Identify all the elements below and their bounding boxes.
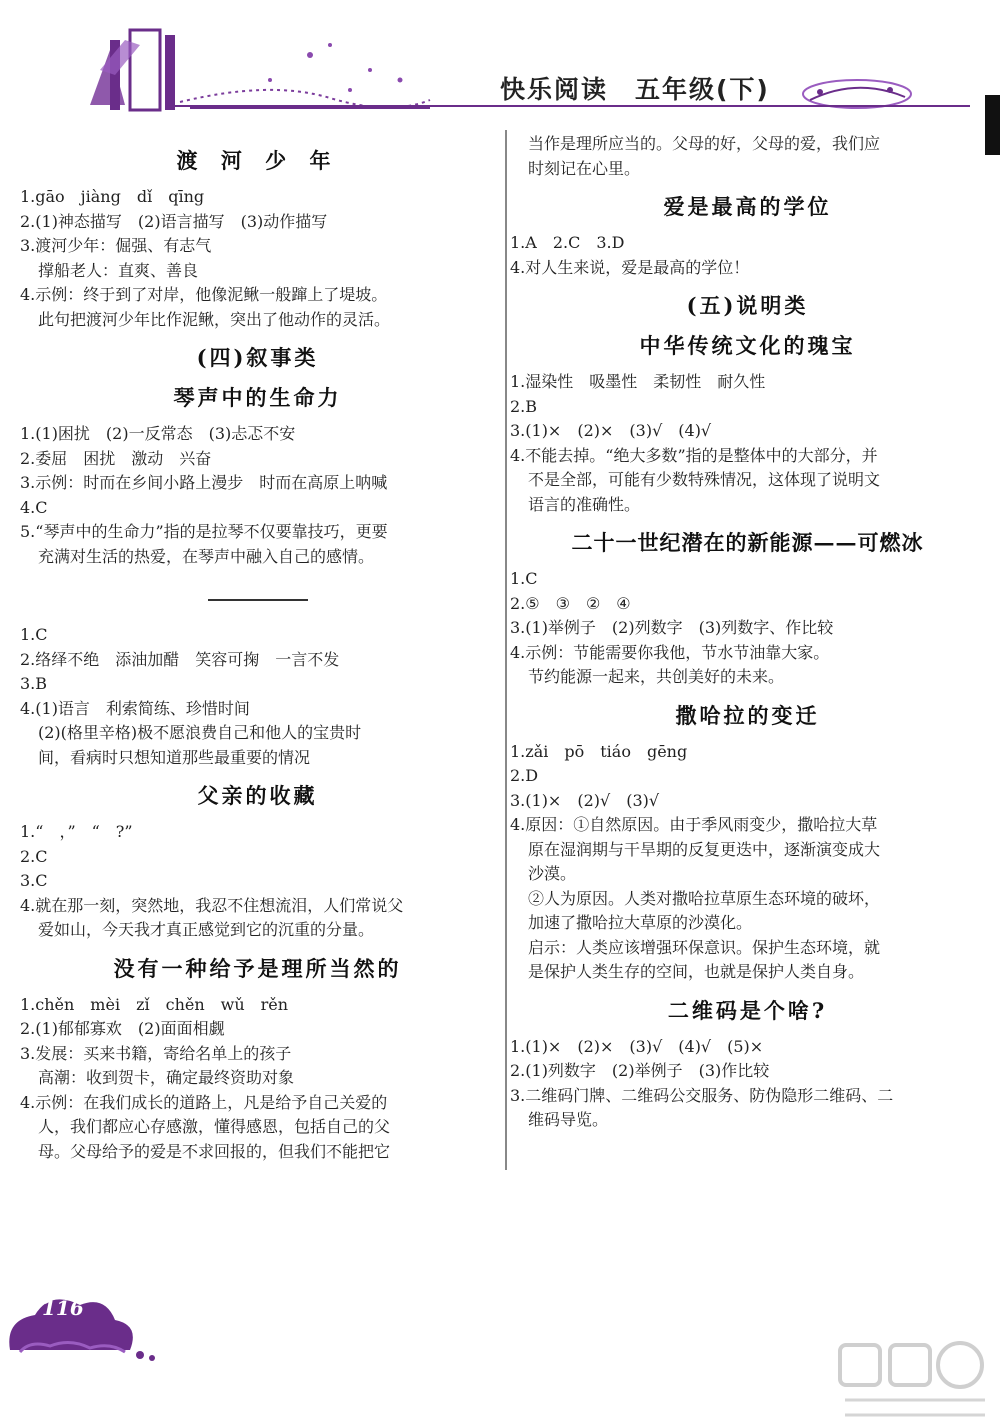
section-title: 二十一世纪潜在的新能源——可燃冰 (571, 530, 924, 555)
answer-line: 1.C (20, 625, 48, 644)
answer-line: 此句把渡河少年比作泥鳅，突出了他动作的灵活。 (38, 309, 391, 329)
answer-line: 沙漠。 (528, 864, 577, 883)
answer-line: 时刻记在心里。 (528, 158, 641, 178)
answer-line: 4.示例：节能需要你我他，节水节油靠大家。 (510, 642, 830, 662)
answer-line: 3.示例：时而在乡间小路上漫步 时而在高原上呐喊 (20, 473, 388, 492)
answer-line: 3.(1)× (2)√ (3)√ (510, 790, 660, 810)
header-decoration-graphic (70, 10, 540, 125)
answer-line: 2.C (20, 846, 48, 866)
answer-line: 1.gāo jiàng dǐ qīng (20, 187, 205, 206)
page-number: 116 (42, 1296, 84, 1320)
page-number-cloud (0, 1280, 160, 1370)
answer-line: 3.渡河少年：倔强、有志气 (20, 236, 212, 255)
answer-line: (2)(格里辛格)极不愿浪费自己和他人的宝贵时 (38, 723, 362, 742)
answer-line: 1.chěn mèi zǐ chěn wǔ rěn (20, 994, 289, 1014)
answer-line: 3.发展：买来书籍，寄给名单上的孩子 (20, 1043, 292, 1063)
header-rule (175, 105, 970, 107)
answer-line: 2.⑤ ③ ② ④ (510, 593, 631, 613)
blank-title-rule (208, 599, 308, 601)
category-title: (五)说明类 (686, 293, 809, 318)
answer-line: 2.(1)郁郁寡欢 (2)面面相觑 (20, 1019, 225, 1038)
answer-line: 2.(1)列数字 (2)举例子 (3)作比较 (510, 1061, 770, 1080)
answer-line: 4.原因：①自然原因。由于季风雨变少，撒哈拉大草 (510, 815, 878, 834)
section-title: 二维码是个啥? (667, 997, 828, 1023)
answer-line: 5.“琴声中的生命力”指的是拉琴不仅要靠技巧，更要 (20, 522, 388, 541)
answer-line: 当作是理所应当的。父母的好，父母的爱，我们应 (528, 134, 881, 153)
answer-line: 3.二维码门牌、二维码公交服务、防伪隐形二维码、二 (510, 1085, 894, 1105)
header-logo-icon (800, 72, 915, 117)
answer-line: 4.(1)语言 利索简练、珍惜时间 (20, 698, 250, 718)
answer-line: 是保护人类生存的空间，也就是保护人类自身。 (528, 962, 865, 981)
answer-line: 启示：人类应该增强环保意识。保护生态环境，就 (528, 937, 881, 957)
answer-line: 2.委屈 困扰 激动 兴奋 (20, 448, 212, 468)
answer-line: 2.D (510, 766, 539, 785)
watermark-logo (835, 1340, 995, 1424)
answer-line: ②人为原因。人类对撒哈拉草原生态环境的破坏， (528, 888, 881, 908)
section-title: 琴声中的生命力 (173, 385, 342, 410)
answer-line: 充满对生活的热爱，在琴声中融入自己的感情。 (38, 546, 375, 566)
section-title: 中华传统文化的瑰宝 (639, 333, 856, 358)
answer-line: 3.(1)× (2)× (3)√ (4)√ (510, 421, 712, 440)
answer-line: 间，看病时只想知道那些最重要的情况 (38, 747, 311, 767)
answer-line: 节约能源一起来，共创美好的未来。 (528, 667, 785, 686)
side-tab-marker (985, 95, 1000, 155)
answer-line: 4.示例：终于到了对岸，他像泥鳅一般蹿上了堤坡。 (20, 285, 388, 304)
column-divider (505, 130, 507, 1170)
section-title: 爱是最高的学位 (663, 194, 832, 219)
right-column (510, 132, 985, 1133)
section-title: 没有一种给予是理所当然的 (113, 955, 402, 981)
answer-line: 维码导览。 (528, 1110, 609, 1129)
answer-line: 不是全部，可能有少数特殊情况，这体现了说明文 (528, 470, 881, 489)
answer-line: 1.A 2.C 3.D (510, 233, 625, 252)
left-column (20, 135, 495, 1164)
answer-line: 4.示例：在我们成长的道路上，凡是给予自己关爱的 (20, 1092, 388, 1112)
section-title: 渡 河 少 年 (176, 148, 339, 173)
answer-line: 1.(1)困扰 (2)一反常态 (3)忐忑不安 (20, 424, 296, 443)
answer-line: 1.“ ，” “ ?” (20, 822, 133, 841)
answer-line: 4.就在那一刻，突然地，我忍不住想流泪，人们常说父 (20, 895, 404, 915)
answer-line: 母。父母给予的爱是不求回报的，但我们不能把它 (38, 1141, 391, 1161)
category-title: (四)叙事类 (196, 345, 319, 370)
answer-line: 1.湿染性 吸墨性 柔韧性 耐久性 (510, 372, 766, 391)
answer-line: 4.C (20, 497, 48, 517)
header-title: 快乐阅读 五年级(下) (500, 75, 770, 104)
answer-line: 4.不能去掉。“绝大多数”指的是整体中的大部分，并 (510, 445, 878, 465)
answer-line: 2.B (510, 396, 538, 416)
answer-line: 1.(1)× (2)× (3)√ (4)√ (5)× (510, 1036, 764, 1056)
section-title: 父亲的收藏 (197, 783, 318, 808)
answer-line: 3.B (20, 674, 48, 693)
answer-line: 3.(1)举例子 (2)列数字 (3)列数字、作比较 (510, 618, 834, 637)
answer-line: 2.络绎不绝 添油加醋 笑容可掬 一言不发 (20, 649, 340, 669)
answer-line: 3.C (20, 871, 48, 890)
answer-line: 高潮：收到贺卡，确定最终资助对象 (38, 1068, 295, 1087)
page-header (0, 0, 1000, 130)
answer-line: 1.C (510, 569, 538, 588)
answer-line: 撑船老人：直爽、善良 (38, 260, 199, 280)
answer-line: 4.对人生来说，爱是最高的学位！ (510, 257, 750, 277)
answer-line: 加速了撒哈拉大草原的沙漠化。 (528, 913, 753, 932)
answer-line: 1.zǎi pō tiáo gēng (510, 741, 688, 761)
answer-line: 2.(1)神态描写 (2)语言描写 (3)动作描写 (20, 211, 328, 231)
section-title: 撒哈拉的变迁 (675, 702, 820, 728)
answer-line: 人，我们都应心存感激，懂得感恩，包括自己的父 (38, 1117, 391, 1136)
answer-line: 原在湿润期与干旱期的反复更迭中，逐渐演变成大 (528, 839, 881, 859)
answer-line: 爱如山，今天我才真正感觉到它的沉重的分量。 (38, 920, 375, 939)
answer-line: 语言的准确性。 (528, 494, 641, 514)
